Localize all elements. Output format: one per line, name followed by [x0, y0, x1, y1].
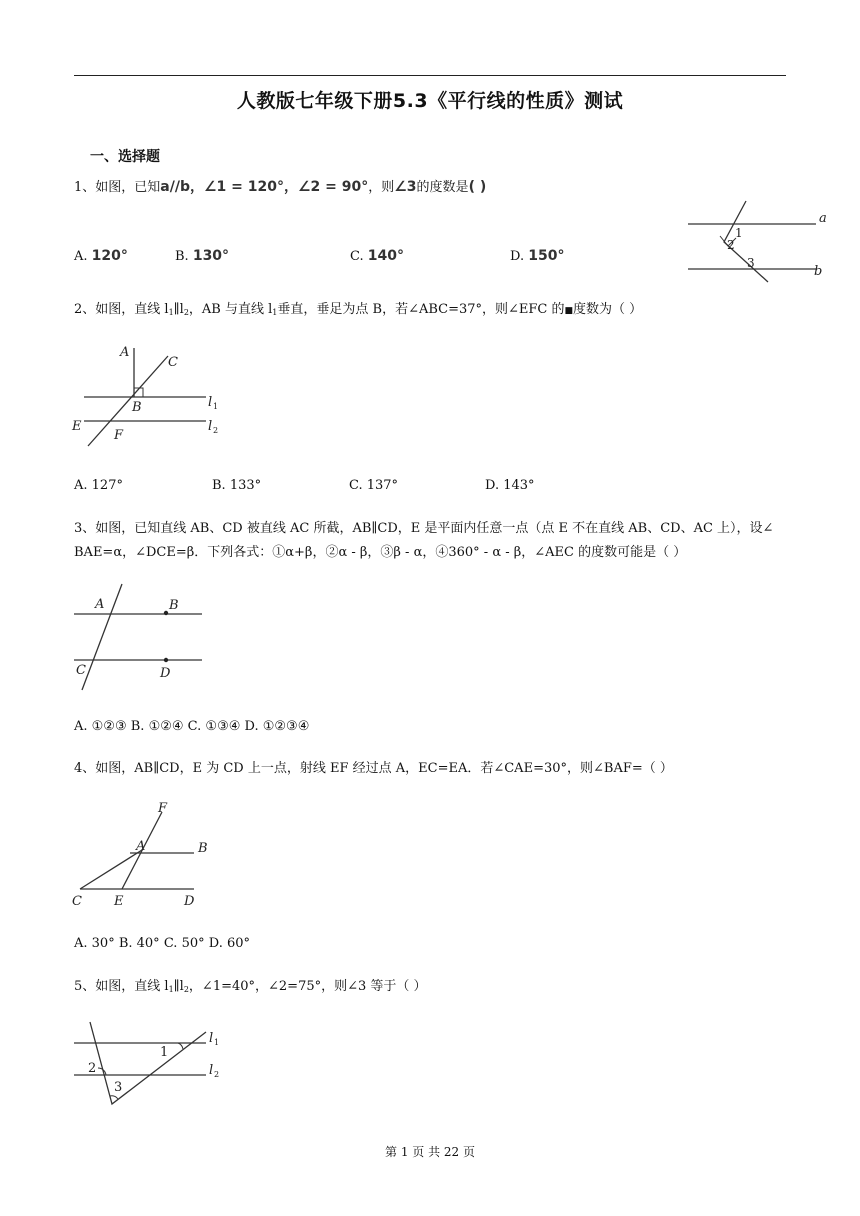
svg-text:A: A [120, 345, 130, 360]
svg-text:F: F [158, 801, 168, 816]
svg-text:B: B [198, 841, 208, 856]
question-5: 5、如图，直线 $l_1\parallel l_2$，∠1=40°，∠2=75°，则∠3 等于（ ） [74, 979, 427, 994]
svg-text:E: E [114, 894, 124, 909]
svg-text:l: l [209, 1063, 214, 1078]
page-title: 人教版七年级下册5.3《平行线的性质》测试 [236, 90, 624, 112]
q1-option-d: D. 150° [510, 248, 565, 264]
q2-option-c: C. 137° [349, 478, 399, 493]
question-4: 4、如图，AB∥CD，E 为 CD 上一点，射线 EF 经过点 A，EC=EA．若∠CAE=30°，则∠BAF=（ ） [74, 761, 673, 776]
svg-text:2: 2 [213, 426, 219, 435]
q1-paren: ( ) [468, 179, 487, 195]
q1-prefix: 1、如图，已知 [74, 180, 161, 195]
svg-text:D: D [160, 666, 171, 681]
q2-option-b: B. 133° [212, 478, 262, 493]
q1-label-3: 3 [747, 256, 755, 270]
question-1 [74, 178, 486, 197]
svg-text:C: C [168, 355, 178, 370]
q2-figure [70, 338, 225, 450]
svg-text:E: E [72, 419, 82, 434]
q4-options: A. 30° B. 40° C. 50° D. 60° [74, 936, 251, 951]
svg-text:B: B [169, 598, 179, 613]
svg-text:A: A [95, 597, 105, 612]
q3-options: A. ①②③ B. ①②④ C. ①③④ D. ①②③④ [74, 719, 310, 734]
svg-text:A: A [136, 839, 146, 854]
q1-figure [680, 196, 830, 286]
question-2: 2、如图，直线 $l_1\parallel l_2$，AB 与直线 $l_1$垂直，垂足为点 B，若∠ABC=37°，则∠EFC 的■度数为（ ） [74, 302, 643, 317]
svg-text:l: l [208, 395, 213, 410]
q1-label-b: b [814, 264, 823, 279]
svg-text:3: 3 [114, 1080, 123, 1095]
q3-figure [70, 582, 210, 694]
svg-text:B: B [132, 400, 142, 415]
q1-suffix: 的度数是 [416, 180, 469, 195]
header-rule [74, 75, 786, 76]
svg-text:D: D [184, 894, 195, 909]
page-footer: 第 1 页 共 22 页 [385, 1145, 475, 1159]
q4-figure [70, 800, 220, 910]
blot-mark: ■ [564, 306, 574, 316]
svg-text:2: 2 [88, 1061, 97, 1076]
svg-text:2: 2 [214, 1070, 220, 1079]
svg-text:1: 1 [213, 402, 219, 411]
svg-text:C: C [72, 894, 82, 909]
q1-option-b: B. 130° [175, 248, 230, 264]
q2-option-d: D. 143° [485, 478, 535, 493]
q2-option-a: A. 127° [74, 478, 123, 493]
q1-option-a: A. 120° [74, 248, 128, 264]
q1-label-1: 1 [735, 226, 743, 240]
q1-mid: ，则 [368, 180, 395, 195]
svg-text:l: l [208, 419, 213, 434]
svg-text:1: 1 [160, 1045, 169, 1060]
q1-option-c: C. 140° [350, 248, 404, 264]
q1-label-2: 2 [727, 238, 735, 252]
svg-text:1: 1 [214, 1038, 220, 1047]
svg-text:l: l [209, 1031, 214, 1046]
svg-text:C: C [76, 663, 86, 678]
q1-label-a: a [819, 211, 827, 226]
q5-figure [70, 1018, 230, 1110]
svg-text:F: F [114, 428, 124, 443]
q1-condition: a//b，∠1 = 120°，∠2 = 90° [160, 179, 369, 195]
question-3: 3、如图，已知直线 AB、CD 被直线 AC 所截，AB∥CD，E 是平面内任意一点（点 E 不在直线 AB、CD、AC 上），设∠ BAE=α，∠DCE=β．下列各式：①α+β，②α - β，③β - α，④360° - α - β，∠AEC 的度数可能是（ ） [74, 521, 774, 560]
section-heading: 一、选择题 [90, 149, 160, 165]
q1-angle: ∠3 [394, 179, 417, 195]
